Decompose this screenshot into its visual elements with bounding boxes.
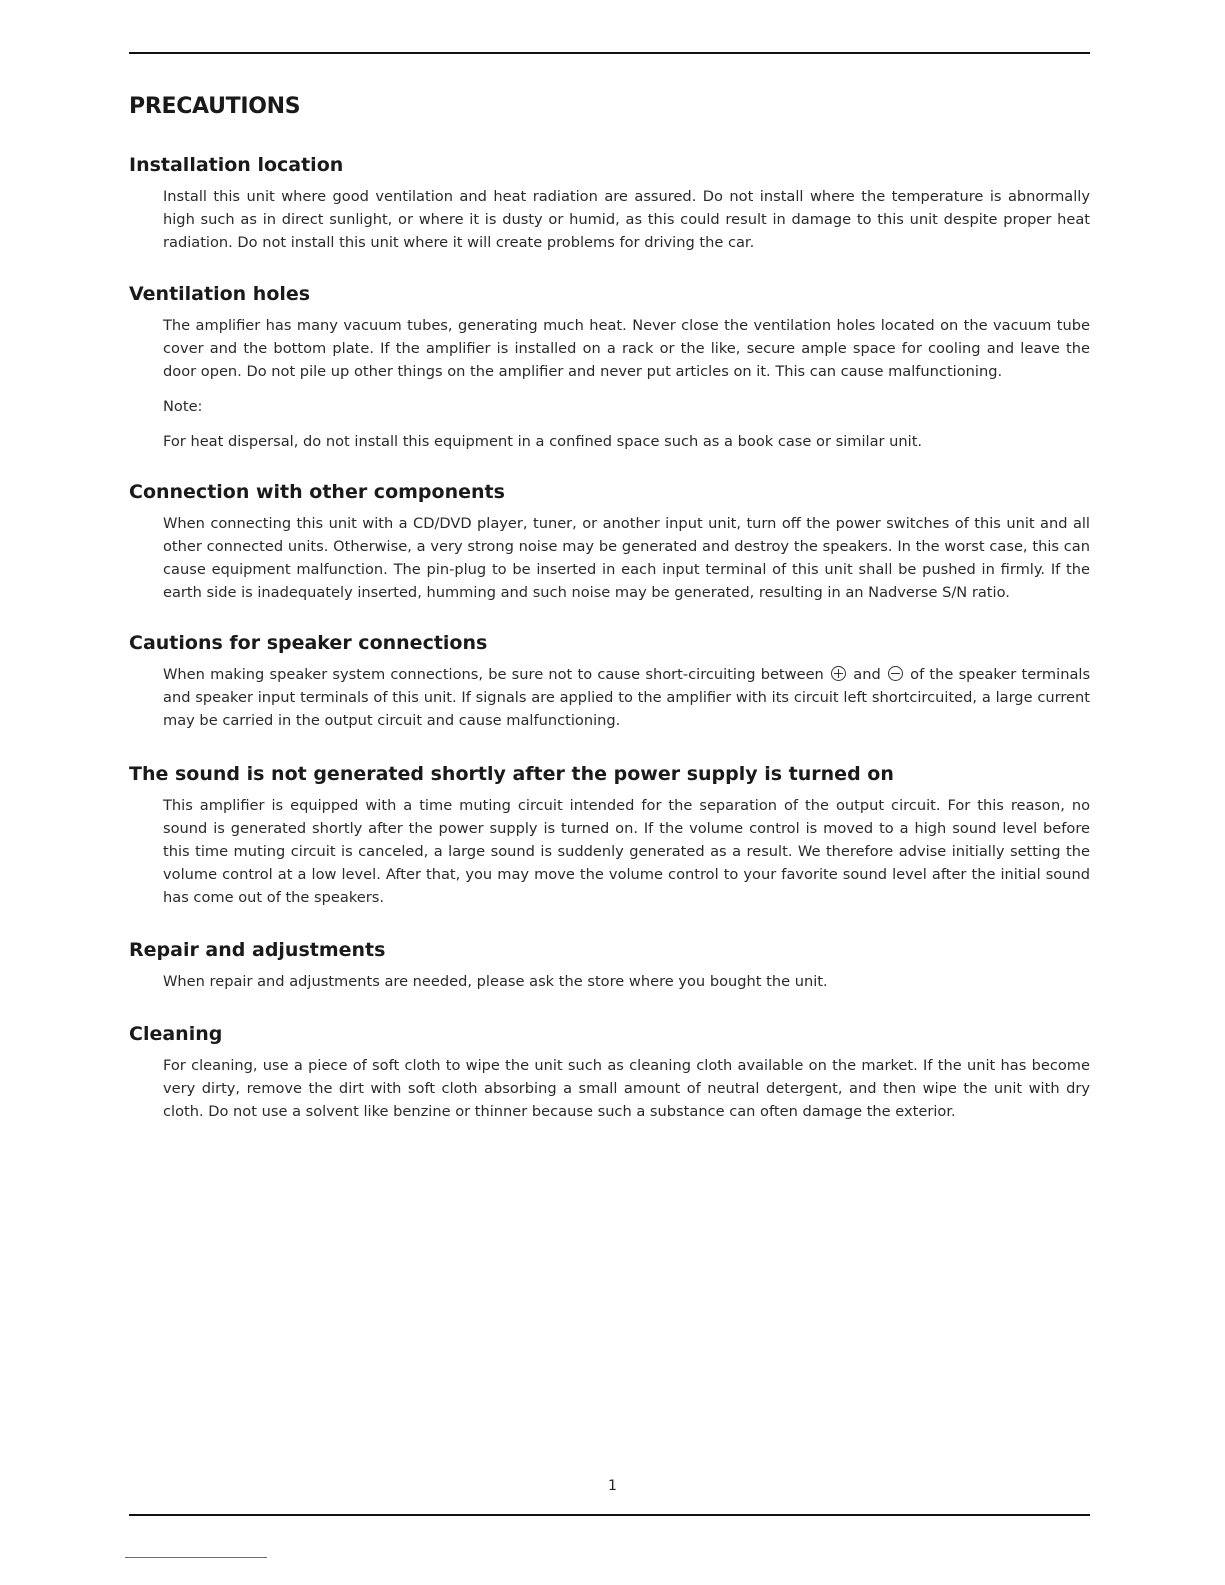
text-segment: of the speaker terminals and speaker input terminals of this unit. If signals are applied to the amplifier with its circuit left shortcircuited, a large current may be carried in the output circuit and cause malfunctioning. (163, 666, 1091, 729)
note-label: Note: (163, 398, 203, 415)
section-heading: Cleaning (129, 1023, 223, 1045)
page-number: 1 (608, 1478, 617, 1494)
section-speaker-connections (129, 631, 1090, 732)
bottom-rule (129, 1514, 1090, 1516)
section-sound-not-generated (129, 762, 1090, 909)
section-paragraph: Install this unit where good ventilation and heat radiation are assured. Do not install where the temperature is abnormally high such as in direct sunlight, or where it is dusty or humid, as this could result in damage to this unit despite proper heat radiation. Do not install this unit where it will create problems for driving the car. (163, 188, 1090, 251)
minus-terminal-icon (888, 666, 903, 681)
top-rule (129, 52, 1090, 54)
section-paragraph (163, 663, 1090, 732)
section-heading: The sound is not generated shortly after the power supply is turned on (129, 763, 894, 785)
page-title: PRECAUTIONS (129, 94, 301, 119)
section-paragraph: For cleaning, use a piece of soft cloth to wipe the unit such as cleaning cloth available on the market. If the unit has become very dirty, remove the dirt with soft cloth absorbing a small amount of neutral detergent, and then wipe the unit with dry cloth. Do not use a solvent like benzine or thinner because such a substance can often damage the exterior. (163, 1057, 1090, 1120)
text-segment: and (853, 666, 881, 683)
footer-link-underline (125, 1557, 267, 1558)
section-heading: Repair and adjustments (129, 939, 386, 961)
section-heading: Connection with other components (129, 481, 505, 503)
plus-terminal-icon (831, 666, 846, 681)
section-installation-location (129, 153, 1090, 254)
section-heading: Ventilation holes (129, 283, 311, 305)
section-connection-components (129, 480, 1090, 604)
note-text: For heat dispersal, do not install this equipment in a confined space such as a book case or similar unit. (163, 433, 923, 450)
section-paragraph: This amplifier is equipped with a time muting circuit intended for the separation of the output circuit. For this reason, no sound is generated shortly after the power supply is turned on. If the volume control is moved to a high sound level before this time muting circuit is canceled, a large sound is suddenly generated as a result. We therefore advise initially setting the volume control at a low level. After that, you may move the volume control to your favorite sound level after the initial sound has come out of the speakers. (163, 797, 1090, 906)
section-heading: Installation location (129, 154, 344, 176)
section-paragraph: When connecting this unit with a CD/DVD player, tuner, or another input unit, turn off the power switches of this unit and all other connected units. Otherwise, a very strong noise may be generated and destroy the speakers. In the worst case, this can cause equipment malfunction. The pin-plug to be inserted in each input terminal of this unit shall be pushed in firmly. If the earth side is inadequately inserted, humming and such noise may be generated, resulting in an Nadverse S/N ratio. (163, 515, 1090, 601)
section-repair-adjustments (129, 938, 1090, 993)
section-paragraph: When repair and adjustments are needed, please ask the store where you bought the unit. (163, 973, 828, 990)
section-paragraph: The amplifier has many vacuum tubes, generating much heat. Never close the ventilation holes located on the vacuum tube cover and the bottom plate. If the amplifier is installed on a rack or the like, secure ample space for cooling and leave the door open. Do not pile up other things on the amplifier and never put articles on it. This can cause malfunctioning. (163, 317, 1090, 380)
text-segment: When making speaker system connections, be sure not to cause short-circuiting between (163, 666, 824, 683)
section-ventilation-holes (129, 282, 1090, 453)
section-heading: Cautions for speaker connections (129, 632, 488, 654)
section-cleaning (129, 1022, 1090, 1123)
